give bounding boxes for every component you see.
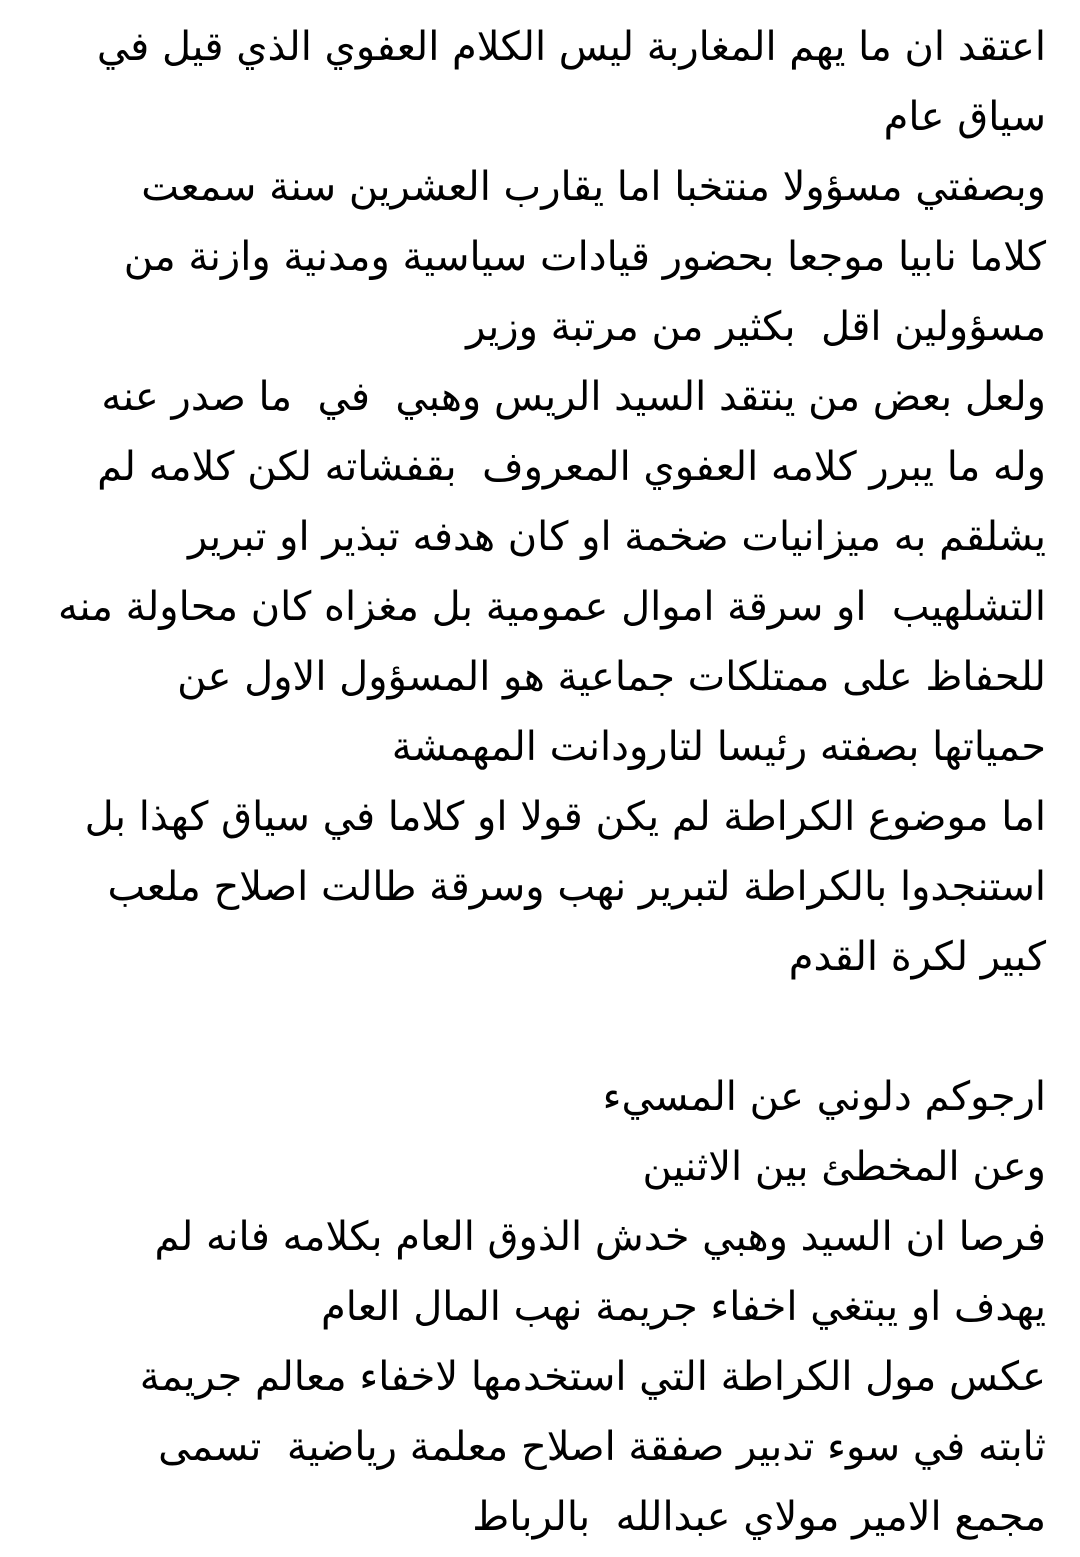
text-line: ولعل بعض من ينتقد السيد الريس وهبي في ما صدر عنه (101, 374, 1046, 420)
text-line: مجمع الامير مولاي عبدالله بالرباط (472, 1494, 1046, 1540)
text-line: وعن المخطئ بين الاثنين (642, 1144, 1046, 1190)
text-line: استنجدوا بالكراطة لتبرير نهب وسرقة طالت اصلاح ملعب (107, 864, 1046, 910)
text-line: اعتقد ان ما يهم المغاربة ليس الكلام العفوي الذي قيل في (96, 24, 1046, 70)
text-line: يشلقم به ميزانيات ضخمة او كان هدفه تبذير او تبرير (187, 514, 1046, 560)
text-line: ثابته في سوء تدبير صفقة اصلاح معلمة رياضية تسمى (158, 1424, 1046, 1470)
text-line: سياق عام (883, 94, 1046, 140)
text-line: ارجوكم دلوني عن المسيء (602, 1074, 1046, 1120)
blank-line (28, 992, 1046, 1062)
text-line: وبصفتي مسؤولا منتخبا اما يقارب العشرين سنة سمعت (141, 164, 1046, 210)
text-line: مسؤولين اقل بكثير من مرتبة وزير (466, 304, 1046, 350)
text-line: عكس مول الكراطة التي استخدمها لاخفاء معالم جريمة (139, 1354, 1046, 1400)
text-line: كبير لكرة القدم (788, 934, 1046, 980)
text-line: التشلهيب او سرقة اموال عمومية بل مغزاه كان محاولة منه (57, 584, 1046, 630)
text-line: للحفاظ على ممتلكات جماعية هو المسؤول الاول عن (177, 654, 1046, 700)
text-line: حمياتها بصفته رئيسا لتارودانت المهمشة (391, 724, 1046, 770)
text-line: اما موضوع الكراطة لم يكن قولا او كلاما في سياق كهذا بل (84, 794, 1046, 840)
text-line: يهدف او يبتغي اخفاء جريمة نهب المال العام (320, 1284, 1046, 1330)
text-line: كلاما نابيا موجعا بحضور قيادات سياسية ومدنية وازنة من (123, 234, 1046, 280)
text-line: فرصا ان السيد وهبي خدش الذوق العام بكلامه فانه لم (154, 1214, 1046, 1260)
text-line: وله ما يبرر كلامه العفوي المعروف بقفشاته لكن كلامه لم (97, 444, 1046, 490)
